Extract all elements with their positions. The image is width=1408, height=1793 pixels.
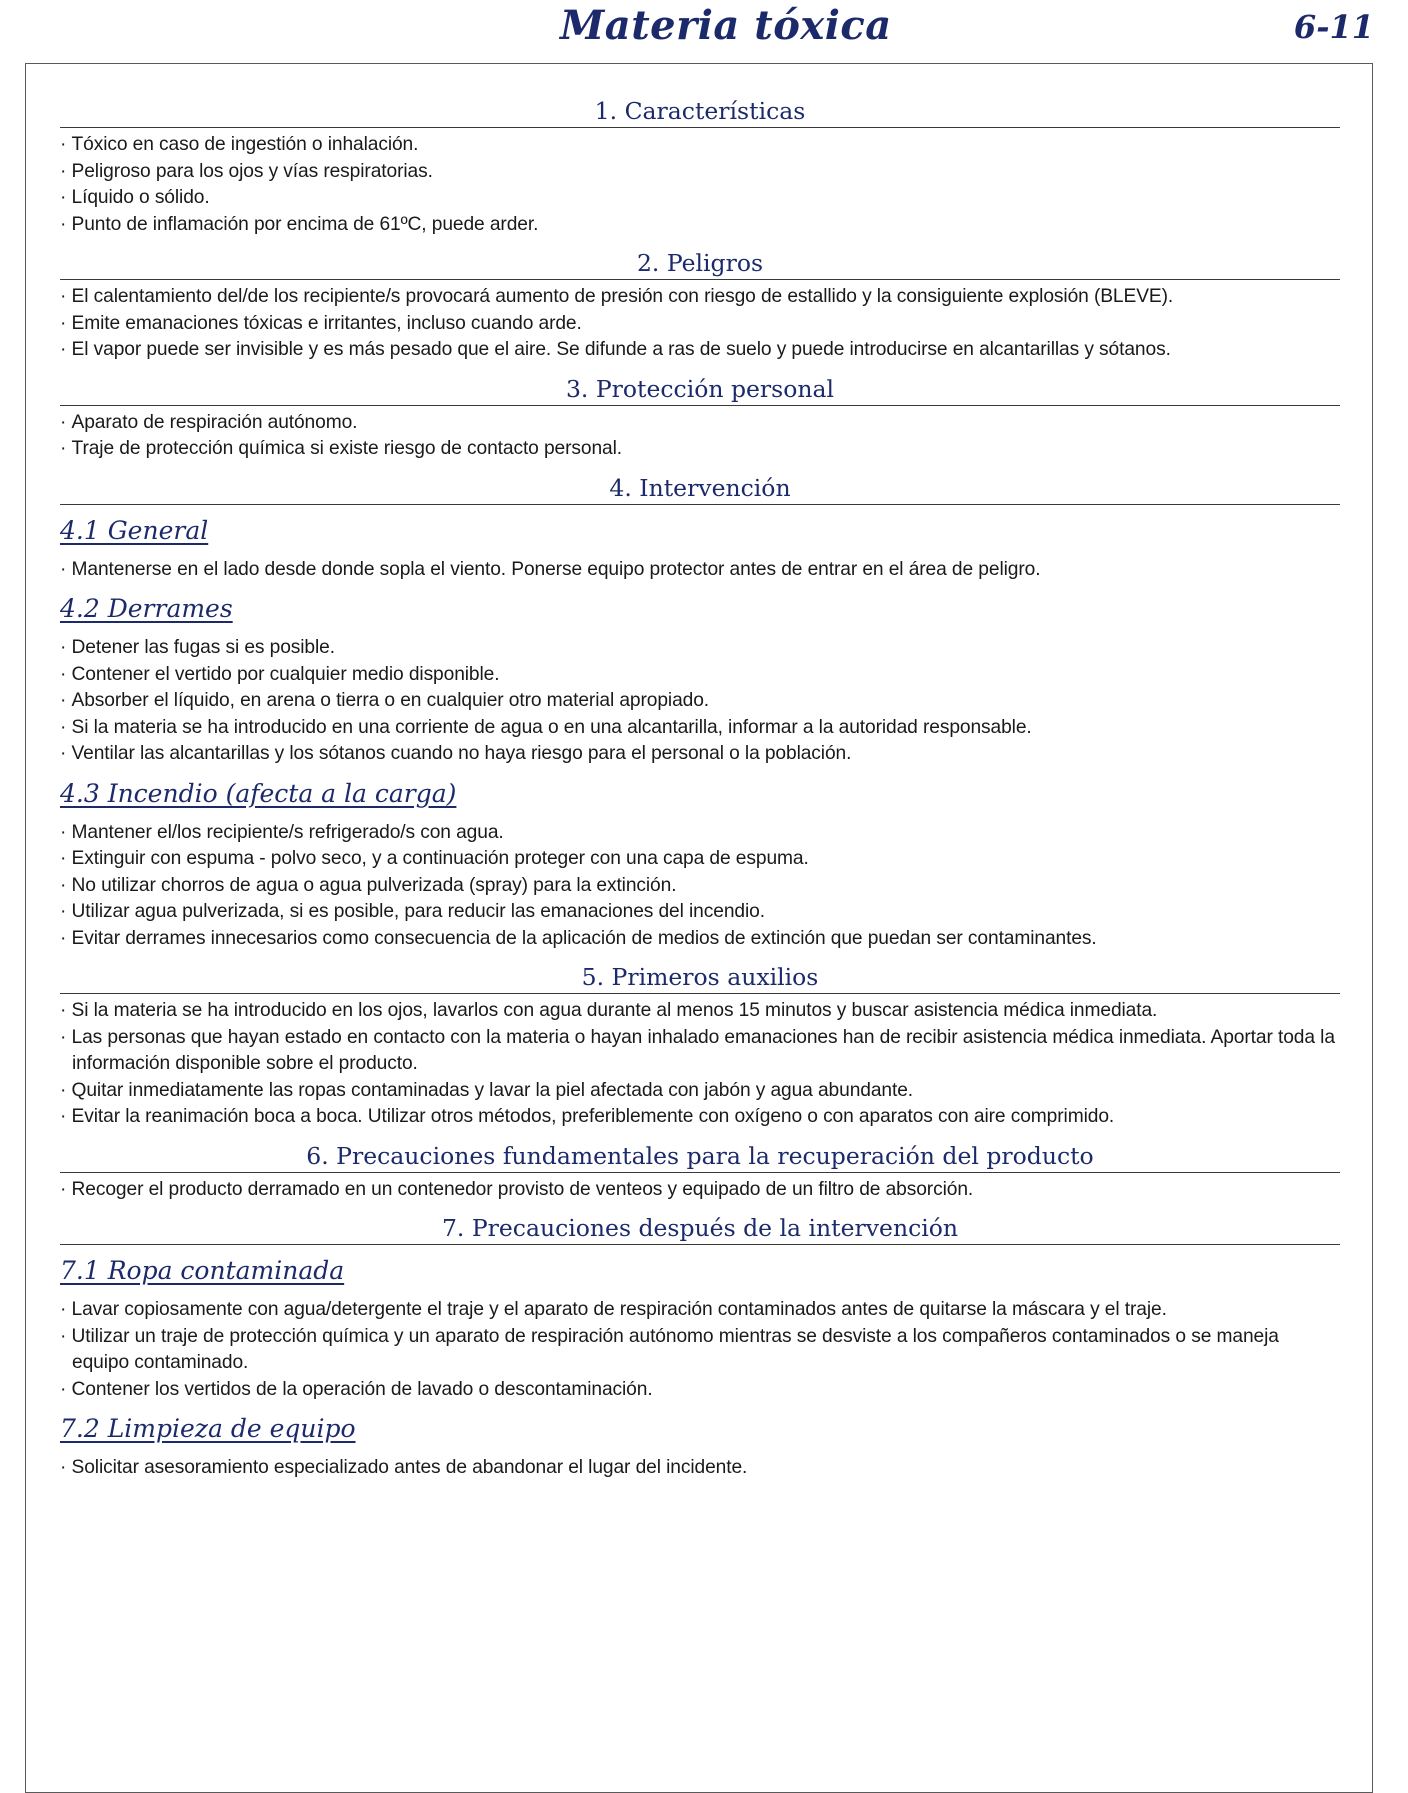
section-title: 4. Intervención: [60, 473, 1340, 505]
list-item: · Si la materia se ha introducido en una corriente de agua o en una alcantarilla, informar a la autoridad responsable.: [60, 715, 1340, 742]
list-item: · Evitar la reanimación boca a boca. Utilizar otros métodos, preferiblemente con oxígeno o con aparatos con aire comprimido.: [60, 1104, 1340, 1131]
list-item: · Contener el vertido por cualquier medio disponible.: [60, 662, 1340, 689]
list-item: · Mantener el/los recipiente/s refrigerado/s con agua.: [60, 820, 1340, 847]
list-item: · Líquido o sólido.: [60, 185, 1340, 212]
bullet-list: [60, 1455, 1340, 1482]
list-item: · Recoger el producto derramado en un contenedor provisto de venteos y equipado de un filtro de absorción.: [60, 1177, 1340, 1204]
bullet-list: [60, 410, 1340, 463]
list-item: · Peligroso para los ojos y vías respiratorias.: [60, 159, 1340, 186]
section-1: [60, 96, 1340, 238]
section-title: 6. Precauciones fundamentales para la recuperación del producto: [60, 1141, 1340, 1173]
section-5: [60, 962, 1340, 1131]
list-item: · Aparato de respiración autónomo.: [60, 410, 1340, 437]
list-item: · El vapor puede ser invisible y es más pesado que el aire. Se difunde a ras de suelo y puede introducirse en alcantarillas y sótanos.: [60, 337, 1340, 364]
list-item: · Ventilar las alcantarillas y los sótanos cuando no haya riesgo para el personal o la población.: [60, 741, 1340, 768]
page-title: Materia tóxica: [560, 2, 892, 49]
subsection-title: 4.1 General: [60, 515, 209, 545]
bullet-list: [60, 284, 1340, 364]
list-item: · Utilizar un traje de protección química y un aparato de respiración autónomo mientras se desviste a los compañeros contaminados o se maneja equipo contaminado.: [60, 1324, 1340, 1377]
subsection-title: 7.2 Limpieza de equipo: [60, 1414, 356, 1443]
bullet-list: [60, 1297, 1340, 1403]
section-6: [60, 1141, 1340, 1204]
list-item: · Traje de protección química si existe riesgo de contacto personal.: [60, 436, 1340, 463]
list-item: · Punto de inflamación por encima de 61ºC, puede arder.: [60, 212, 1340, 239]
section-title: 5. Primeros auxilios: [60, 962, 1340, 994]
bullet-list: [60, 998, 1340, 1131]
list-item: · Lavar copiosamente con agua/detergente el traje y el aparato de respiración contaminados antes de quitarse la máscara y el traje.: [60, 1297, 1340, 1324]
section-7: [60, 1213, 1340, 1482]
section-title: 1. Características: [60, 96, 1340, 128]
list-item: · Evitar derrames innecesarios como consecuencia de la aplicación de medios de extinción que puedan ser contaminantes.: [60, 926, 1340, 953]
section-4: [60, 473, 1340, 953]
list-item: · Utilizar agua pulverizada, si es posible, para reducir las emanaciones del incendio.: [60, 899, 1340, 926]
list-item: · Quitar inmediatamente las ropas contaminadas y lavar la piel afectada con jabón y agua abundante.: [60, 1078, 1340, 1105]
bullet-list: [60, 1177, 1340, 1204]
list-item: · Emite emanaciones tóxicas e irritantes, incluso cuando arde.: [60, 311, 1340, 338]
section-title: 3. Protección personal: [60, 374, 1340, 406]
list-item: · Tóxico en caso de ingestión o inhalación.: [60, 132, 1340, 159]
page-number: 6-11: [1293, 8, 1374, 46]
bullet-list: [60, 557, 1340, 584]
section-title: 7. Precauciones después de la intervención: [60, 1213, 1340, 1245]
document-content: [60, 96, 1340, 1492]
list-item: · Detener las fugas si es posible.: [60, 635, 1340, 662]
section-2: [60, 248, 1340, 364]
list-item: · Solicitar asesoramiento especializado antes de abandonar el lugar del incidente.: [60, 1455, 1340, 1482]
list-item: · Mantenerse en el lado desde donde sopla el viento. Ponerse equipo protector antes de entrar en el área de peligro.: [60, 557, 1340, 584]
list-item: · Las personas que hayan estado en contacto con la materia o hayan inhalado emanaciones han de recibir asistencia médica inmediata. Aportar toda la información disponible sobre el producto.: [60, 1025, 1340, 1078]
section-title: 2. Peligros: [60, 248, 1340, 280]
bullet-list: [60, 132, 1340, 238]
section-3: [60, 374, 1340, 463]
bullet-list: [60, 820, 1340, 953]
list-item: · Extinguir con espuma - polvo seco, y a continuación proteger con una capa de espuma.: [60, 846, 1340, 873]
subsection-title: 4.2 Derrames: [60, 594, 233, 623]
subsection-title: 7.1 Ropa contaminada: [60, 1256, 345, 1285]
list-item: · Contener los vertidos de la operación de lavado o descontaminación.: [60, 1377, 1340, 1404]
list-item: · Absorber el líquido, en arena o tierra o en cualquier otro material apropiado.: [60, 688, 1340, 715]
bullet-list: [60, 635, 1340, 768]
list-item: · No utilizar chorros de agua o agua pulverizada (spray) para la extinción.: [60, 873, 1340, 900]
list-item: · Si la materia se ha introducido en los ojos, lavarlos con agua durante al menos 15 minutos y buscar asistencia médica inmediata.: [60, 998, 1340, 1025]
list-item: · El calentamiento del/de los recipiente/s provocará aumento de presión con riesgo de estallido y la consiguiente explosión (BLEVE).: [60, 284, 1340, 311]
subsection-title: 4.3 Incendio (afecta a la carga): [60, 778, 457, 808]
